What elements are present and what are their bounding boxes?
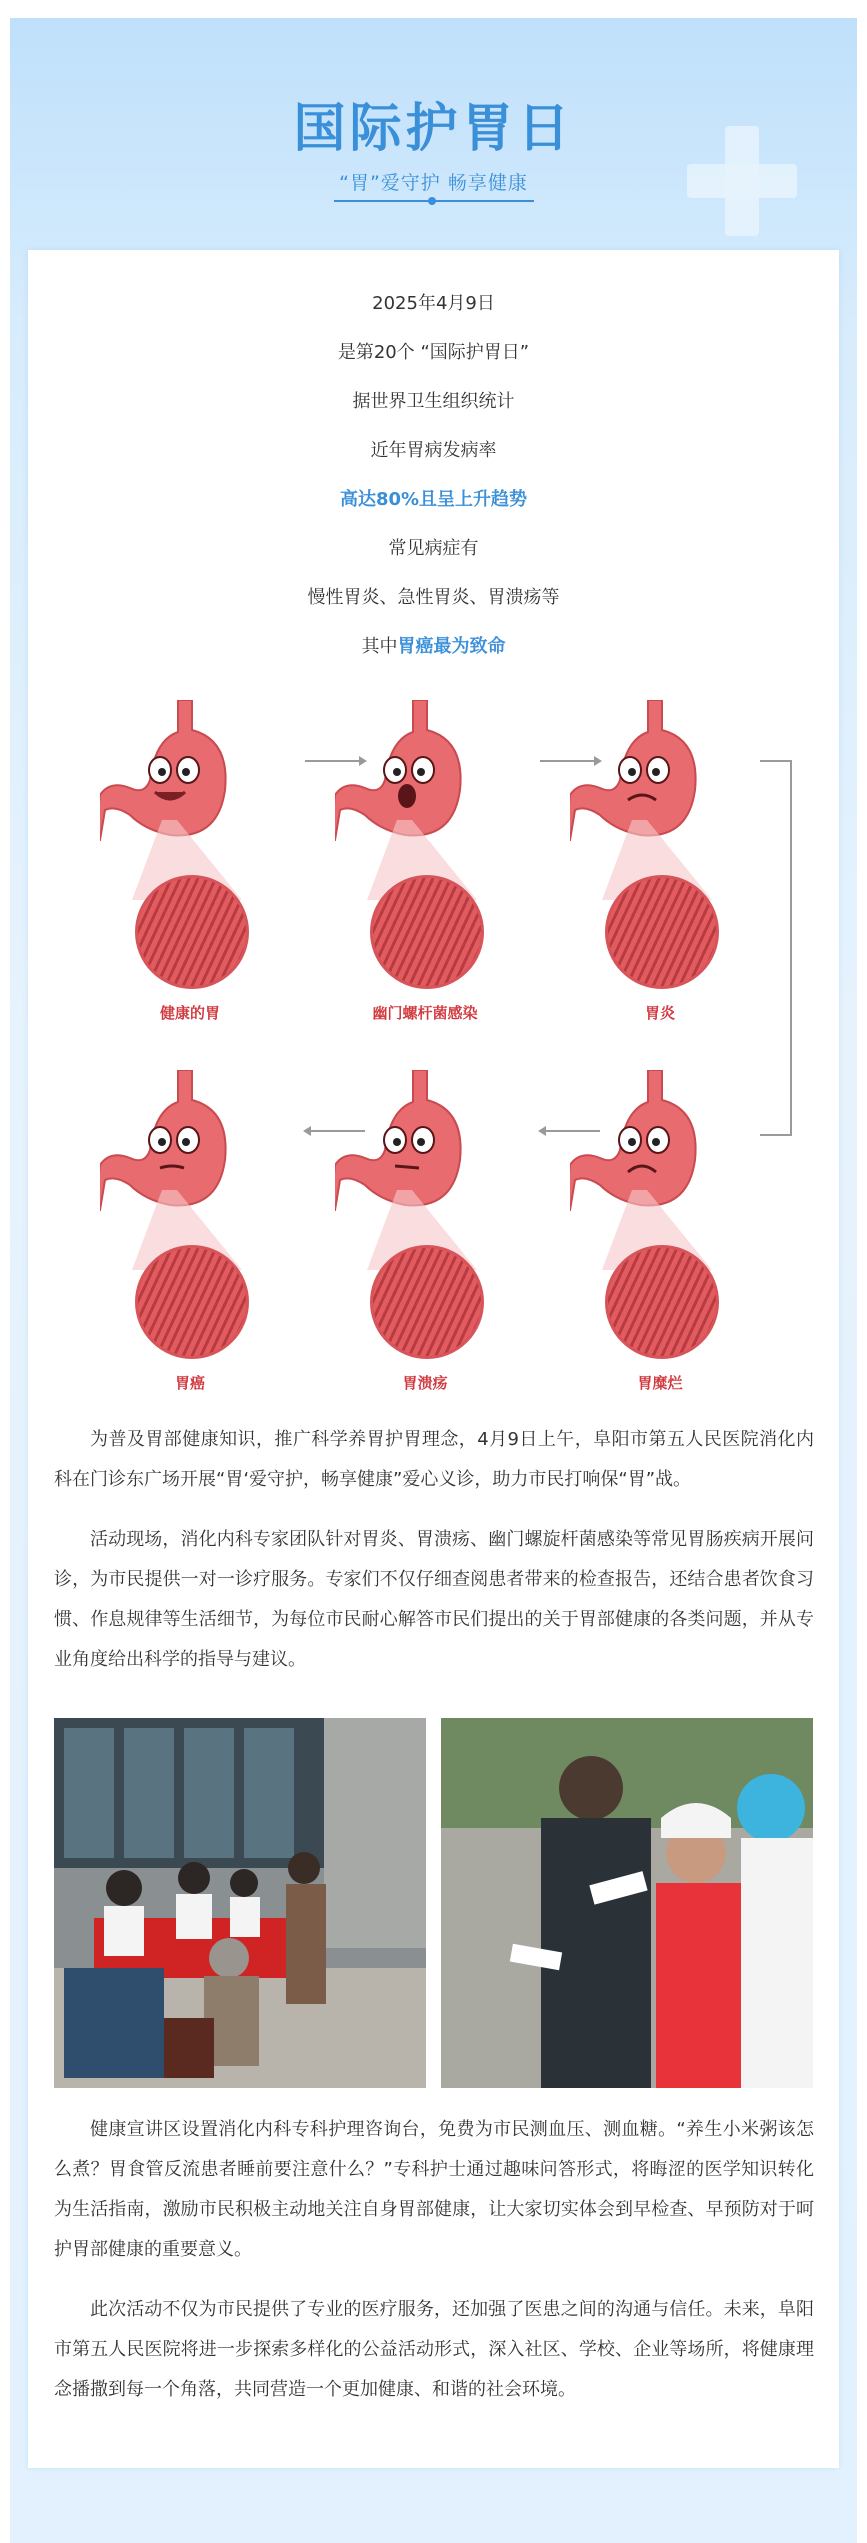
paragraph-2: 活动现场，消化内科专家团队针对胃炎、胃溃疡、幽门螺旋杆菌感染等常见胃肠疾病开展问诊，为市民提供一对一诊疗服务。专家们不仅仔细查阅患者带来的检查报告，还结合患者饮食习惯、作息规律等生活细节，为每位市民耐心解答市民们提出的关于胃部健康的各类问题，并从专业角度给出科学的指导与建议。 [54,1529,814,1670]
stomach-stages-illustration [60,680,807,1410]
stomach-stage-3 [530,680,770,1040]
intro-line-diseases: 慢性胃炎、急性胃炎、胃溃疡等 [307,587,560,608]
stomach-stage-1 [60,680,300,1040]
intro-lines [0,283,867,675]
cancer-highlight: 胃癌最为致命 [397,636,506,657]
tissue-closeup-icon [605,875,719,989]
stomach-stage-6 [530,1050,770,1410]
intro-line-day: 是第20个 “国际护胃日” [337,342,530,363]
page-title: 国际护胃日 [293,99,574,159]
stage-label: 健康的胃 [159,1004,220,1022]
stomach-stage-5 [295,1050,535,1410]
photo-nurse-leaflet [441,1718,813,2088]
tissue-closeup-icon [370,875,484,989]
paragraph-3: 健康宣讲区设置消化内科专科护理咨询台，免费为市民测血压、测血糖。“养生小米粥该怎么煮？胃食管反流患者睡前要注意什么？”专科护士通过趣味问答形式，将晦涩的医学知识转化为生活指南，激励市民积极主动地关注自身胃部健康，让大家切实体会到早检查、早预防对于呵护胃部健康的重要意义。 [54,2119,814,2260]
stage-label: 胃溃疡 [402,1374,448,1392]
tissue-closeup-icon [135,875,249,989]
tissue-closeup-icon [370,1245,484,1359]
stomach-stage-4 [60,1050,300,1410]
intro-line-who: 据世界卫生组织统计 [352,391,515,412]
page-subtitle: “胃”爱守护 畅享健康 [339,172,528,194]
cancer-prefix: 其中 [361,636,398,657]
intro-line-cancer [0,626,867,675]
paragraph-1: 为普及胃部健康知识，推广科学养胃护胃理念，4月9日上午，阜阳市第五人民医院消化内科在门诊东广场开展“胃‘爱守护，畅享健康”爱心义诊，助力市民打响保“胃”战。 [54,1429,814,1490]
tissue-closeup-icon [135,1245,249,1359]
stage-label: 幽门螺杆菌感染 [372,1004,478,1022]
intro-line-common: 常见病症有 [388,538,479,559]
stage-label: 胃炎 [644,1004,675,1022]
stage-label: 胃糜烂 [637,1374,683,1392]
photo-consultation [54,1718,426,2088]
stage-label: 胃癌 [174,1374,205,1392]
intro-line-date: 2025年4月9日 [372,293,495,314]
subtitle-dot [428,197,436,205]
tissue-closeup-icon [605,1245,719,1359]
intro-line-rate: 近年胃病发病率 [370,440,497,461]
stomach-stage-2 [295,680,535,1040]
paragraph-4: 此次活动不仅为市民提供了专业的医疗服务，还加强了医患之间的沟通与信任。未来，阜阳市第五人民医院将进一步探索多样化的公益活动形式，深入社区、学校、企业等场所，将健康理念播撒到每一个角落，共同营造一个更加健康、和谐的社会环境。 [54,2299,814,2400]
highlight-line: 高达80%且呈上升趋势 [339,489,528,510]
